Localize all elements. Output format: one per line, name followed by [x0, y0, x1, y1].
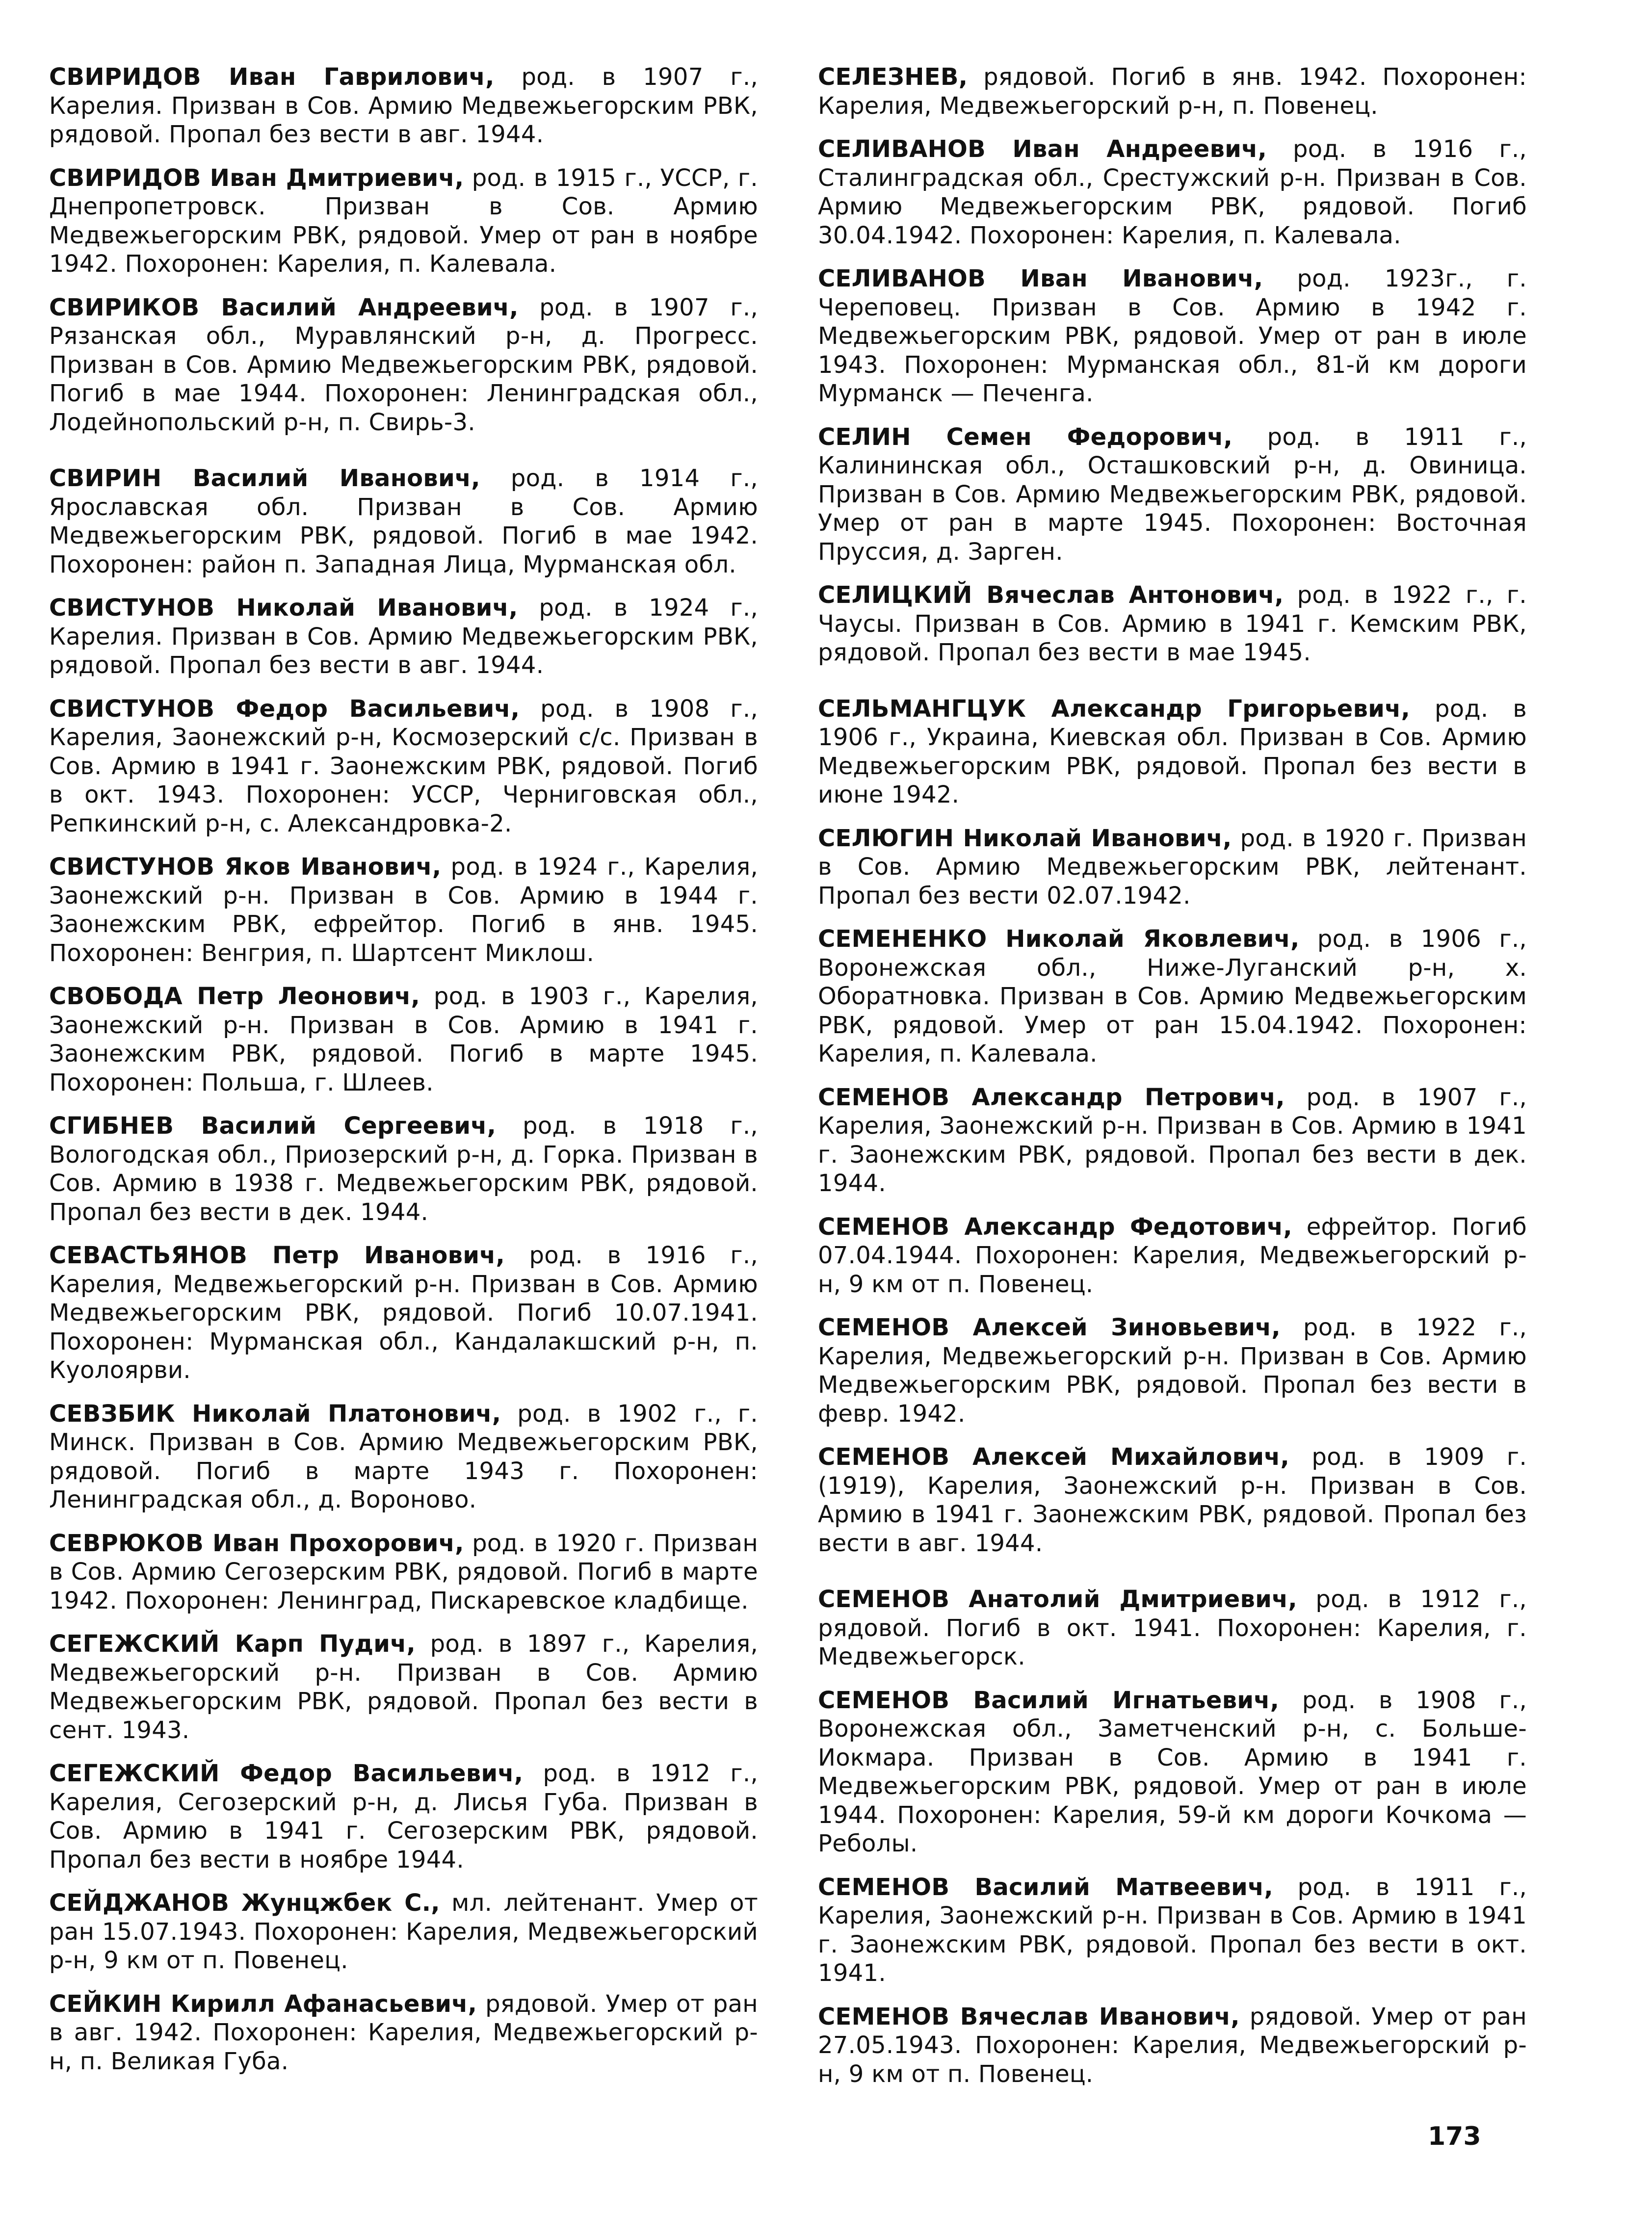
entry-name: СЕМЕНОВ Василий Игнатьевич,	[818, 1686, 1280, 1714]
entry	[818, 1585, 1527, 1671]
entry	[818, 2003, 1527, 2089]
entry-name: СЕВЗБИК Николай Платонович,	[49, 1400, 501, 1428]
entry-text: род. в 1906 г., Украина, Киевская обл. Призван в Сов. Армию Медвежьегорским РВК, рядовой. Пропал без вести в июне 1942.	[818, 695, 1527, 808]
entry-name: СВИСТУНОВ Федор Васильевич,	[49, 695, 520, 723]
entry	[49, 1529, 758, 1615]
entry-text: род. в 1922 г., г. Чаусы. Призван в Сов. Армию в 1941 г. Кемским РВК, рядовой. Пропал без вести в мае 1945.	[818, 581, 1527, 666]
entry	[49, 293, 758, 437]
entry-name: СВИСТУНОВ Яков Иванович,	[49, 853, 442, 881]
entry	[818, 135, 1527, 250]
entry-name: СЕЛИЦКИЙ Вячеслав Антонович,	[818, 581, 1284, 609]
entry-text: род. в 1908 г., Воронежская обл., Заметченский р-н, с. Больше-Иокмара. Призван в Сов. Армию в 1941 г. Медвежьегорским РВК, рядовой. Умер от ран в июле 1944. Похоронен: Карелия, 59-й км дороги Кочкома — Реболы.	[818, 1686, 1527, 1857]
entry-text: род. в 1907 г., Карелия, Заонежский р-н. Призван в Сов. Армию в 1941 г. Заонежским РВК, рядовой. Пропал без вести в дек. 1944.	[818, 1083, 1527, 1197]
entry-name: СЕМЕНОВ Александр Федотович,	[818, 1213, 1292, 1241]
entry-text: род. в 1918 г., Вологодская обл., Приозерский р-н, д. Горка. Призван в Сов. Армию в 1938 г. Медвежьегорским РВК, рядовой. Пропал без вести в дек. 1944.	[49, 1112, 758, 1226]
entry-text: рядовой. Умер от ран 27.05.1943. Похоронен: Карелия, Медвежьегорский р-н, 9 км от п. Повенец.	[818, 2003, 1527, 2088]
entry	[818, 1873, 1527, 1988]
entry	[49, 982, 758, 1097]
right-column	[818, 63, 1527, 2103]
entry-text: род. в 1922 г., Карелия, Медвежьегорский р-н. Призван в Сов. Армию Медвежьегорским РВК, рядовой. Пропал без вести в февр. 1942.	[818, 1314, 1527, 1428]
entry	[818, 1083, 1527, 1198]
entry	[818, 824, 1527, 911]
entry	[49, 164, 758, 279]
entry-name: СЕГЕЖСКИЙ Карп Пудич,	[49, 1630, 416, 1658]
entry-text: род. в 1924 г., Карелия. Призван в Сов. Армию Медвежьегорским РВК, рядовой. Пропал без вести в авг. 1944.	[49, 594, 759, 679]
entry	[49, 1241, 758, 1385]
entry	[818, 1443, 1527, 1558]
entry-text: род. в 1911 г., Карелия, Заонежский р-н. Призван в Сов. Армию в 1941 г. Заонежским РВК, рядовой. Пропал без вести в окт. 1941.	[818, 1873, 1527, 1987]
entry-text: род. в 1924 г., Карелия, Заонежский р-н. Призван в Сов. Армию в 1944 г. Заонежским РВК, ефрейтор. Погиб в янв. 1945. Похоронен: Венгрия, п. Шартсент Миклош.	[49, 853, 758, 967]
entry-text: род. в 1908 г., Карелия, Заонежский р-н, Космозерский с/с. Призван в Сов. Армию в 1941 г. Заонежским РВК, рядовой. Погиб в окт. 1943. Похоронен: УССР, Черниговская обл., Репкинский р-н, с. Александровка-2.	[49, 695, 759, 837]
entry	[49, 464, 758, 579]
entry-name: СЕВАСТЬЯНОВ Петр Иванович,	[49, 1242, 505, 1269]
entry	[818, 423, 1527, 567]
entry	[818, 1213, 1527, 1299]
entry	[818, 695, 1527, 809]
entry-name: СЕМЕНОВ Алексей Зиновьевич,	[818, 1314, 1281, 1341]
entry-name: СЕГЕЖСКИЙ Федор Васильевич,	[49, 1760, 524, 1787]
entry-name: СЕВРЮКОВ Иван Прохорович,	[49, 1529, 464, 1557]
entry-name: СЕЛЕЗНЕВ,	[818, 63, 968, 91]
entry-text: род. в 1914 г., Ярославская обл. Призван в Сов. Армию Медвежьегорским РВК, рядовой. Погиб в мае 1942. Похоронен: район п. Западная Лица, Мурманская обл.	[49, 465, 758, 578]
entry-name: СЕМЕНЕНКО Николай Яковлевич,	[818, 925, 1300, 953]
entry-name: СЕЛИВАНОВ Иван Иванович,	[818, 265, 1263, 292]
entry-name: СЕМЕНОВ Анатолий Дмитриевич,	[818, 1586, 1297, 1613]
entry-name: СГИБНЕВ Василий Сергеевич,	[49, 1112, 497, 1140]
entry-text: род. в 1920 г. Призван в Сов. Армию Сегозерским РВК, рядовой. Погиб в марте 1942. Похоронен: Ленинград, Пискаревское кладбище.	[49, 1529, 759, 1614]
entry	[49, 853, 758, 967]
entry-name: СЕЛЬМАНГЦУК Александр Григорьевич,	[818, 695, 1411, 723]
entry-text: род. в 1912 г., Карелия, Сегозерский р-н, д. Лисья Губа. Призван в Сов. Армию в 1941 г. Сегозерским РВК, рядовой. Пропал без вести в ноябре 1944.	[49, 1760, 759, 1874]
entry	[818, 925, 1527, 1068]
entry-text: род. в 1916 г., Сталинградская обл., Срестужский р-н. Призван в Сов. Армию Медвежьегорским РВК, рядовой. Погиб 30.04.1942. Похоронен: Карелия, п. Калевала.	[818, 135, 1527, 249]
entry-name: СВИРИКОВ Василий Андреевич,	[49, 293, 519, 321]
entry-text: род. в 1902 г., г. Минск. Призван в Сов. Армию Медвежьегорским РВК, рядовой. Погиб в марте 1943 г. Похоронен: Ленинградская обл., д. Вороново.	[49, 1400, 758, 1513]
entry-text: ефрейтор. Погиб 07.04.1944. Похоронен: Карелия, Медвежьегорский р-н, 9 км от п. Повенец.	[818, 1213, 1527, 1298]
left-column	[49, 63, 758, 2090]
entry-text: род. в 1912 г., рядовой. Погиб в окт. 1941. Похоронен: Карелия, г. Медвежьегорск.	[818, 1586, 1527, 1670]
entry-text: род. в 1909 г. (1919), Карелия, Заонежский р-н. Призван в Сов. Армию в 1941 г. Заонежским РВК, рядовой. Пропал без вести в авг. 1944.	[818, 1443, 1527, 1557]
entry	[49, 63, 758, 149]
entry-text: рядовой. Умер от ран в авг. 1942. Похоронен: Карелия, Медвежьегорский р-н, п. Великая Губа.	[49, 1990, 758, 2075]
page-number: 173	[1428, 2122, 1481, 2151]
entry	[818, 264, 1527, 408]
entry-name: СВИРИН Василий Иванович,	[49, 465, 480, 492]
entry-text: род. 1923г., г. Череповец. Призван в Сов. Армию в 1942 г. Медвежьегорским РВК, рядовой. Умер от ран в июле 1943. Похоронен: Мурманская обл., 81-й км дороги Мурманск — Печенга.	[818, 265, 1527, 407]
entry-text: род. в 1903 г., Карелия, Заонежский р-н. Призван в Сов. Армию в 1941 г. Заонежским РВК, рядовой. Погиб в марте 1945. Похоронен: Польша, г. Шлеев.	[49, 983, 758, 1096]
entry	[818, 1313, 1527, 1428]
entry-text: род. в 1915 г., УССР, г. Днепропетровск. Призван в Сов. Армию Медвежьегорским РВК, рядовой. Умер от ран в ноябре 1942. Похоронен: Карелия, п. Калевала.	[49, 164, 758, 278]
entry-text: род. в 1916 г., Карелия, Медвежьегорский р-н. Призван в Сов. Армию Медвежьегорским РВК, рядовой. Погиб 10.07.1941. Похоронен: Мурманская обл., Кандалакшский р-н, п. Куолоярви.	[49, 1242, 759, 1384]
entry-name: СЕЛЮГИН Николай Иванович,	[818, 824, 1232, 852]
entry-text: род. в 1911 г., Калининская обл., Осташковский р-н, д. Овиница. Призван в Сов. Армию Медвежьегорским РВК, рядовой. Умер от ран в марте 1945. Похоронен: Восточная Пруссия, д. Зарген.	[818, 423, 1527, 566]
entry-name: СВИРИДОВ Иван Дмитриевич,	[49, 164, 464, 192]
entry	[49, 1990, 758, 2076]
entry-name: СВОБОДА Петр Леонович,	[49, 983, 420, 1010]
entry-name: СЕМЕНОВ Василий Матвеевич,	[818, 1873, 1273, 1901]
entry	[49, 1759, 758, 1874]
entry-name: СЕЙКИН Кирилл Афанасьевич,	[49, 1990, 477, 2018]
entry-text: рядовой. Погиб в янв. 1942. Похоронен: Карелия, Медвежьегорский р-н, п. Повенец.	[818, 63, 1527, 120]
entry-name: СЕЙДЖАНОВ Жунцжбек С.,	[49, 1889, 440, 1917]
entry	[49, 1889, 758, 1975]
entry-text: род. в 1907 г., Карелия. Призван в Сов. Армию Медвежьегорским РВК, рядовой. Пропал без вести в авг. 1944.	[49, 63, 759, 148]
entry	[49, 1630, 758, 1744]
entry	[818, 63, 1527, 120]
entry	[818, 581, 1527, 667]
entry	[818, 1686, 1527, 1858]
entry-name: СЕМЕНОВ Алексей Михайлович,	[818, 1443, 1290, 1471]
entry-text: род. в 1907 г., Рязанская обл., Муравлянский р-н, д. Прогресс. Призван в Сов. Армию Медвежьегорским РВК, рядовой. Погиб в мае 1944. Похоронен: Ленинградская обл., Лодейнопольский р-н, п. Свирь-3.	[49, 293, 759, 436]
entry-name: СЕЛИВАНОВ Иван Андреевич,	[818, 135, 1267, 163]
entry-name: СЕМЕНОВ Александр Петрович,	[818, 1083, 1285, 1111]
entry-text: род. в 1906 г., Воронежская обл., Ниже-Луганский р-н, х. Оборатновка. Призван в Сов. Армию Медвежьегорским РВК, рядовой. Умер от ран 15.04.1942. Похоронен: Карелия, п. Калевала.	[818, 925, 1527, 1067]
entry	[49, 594, 758, 680]
entry-text: род. в 1897 г., Карелия, Медвежьегорский р-н. Призван в Сов. Армию Медвежьегорским РВК, рядовой. Пропал без вести в сент. 1943.	[49, 1630, 759, 1744]
entry-name: СВИРИДОВ Иван Гаврилович,	[49, 63, 495, 91]
entry-name: СЕЛИН Семен Федорович,	[818, 423, 1233, 451]
entry-name: СЕМЕНОВ Вячеслав Иванович,	[818, 2003, 1240, 2031]
entry-text: род. в 1920 г. Призван в Сов. Армию Медвежьегорским РВК, лейтенант. Пропал без вести 02.07.1942.	[818, 824, 1527, 910]
entry-name: СВИСТУНОВ Николай Иванович,	[49, 594, 518, 622]
entry-text: мл. лейтенант. Умер от ран 15.07.1943. Похоронен: Карелия, Медвежьегорский р-н, 9 км от п. Повенец.	[49, 1889, 758, 1974]
entry	[49, 695, 758, 838]
entry	[49, 1112, 758, 1226]
entry	[49, 1400, 758, 1514]
